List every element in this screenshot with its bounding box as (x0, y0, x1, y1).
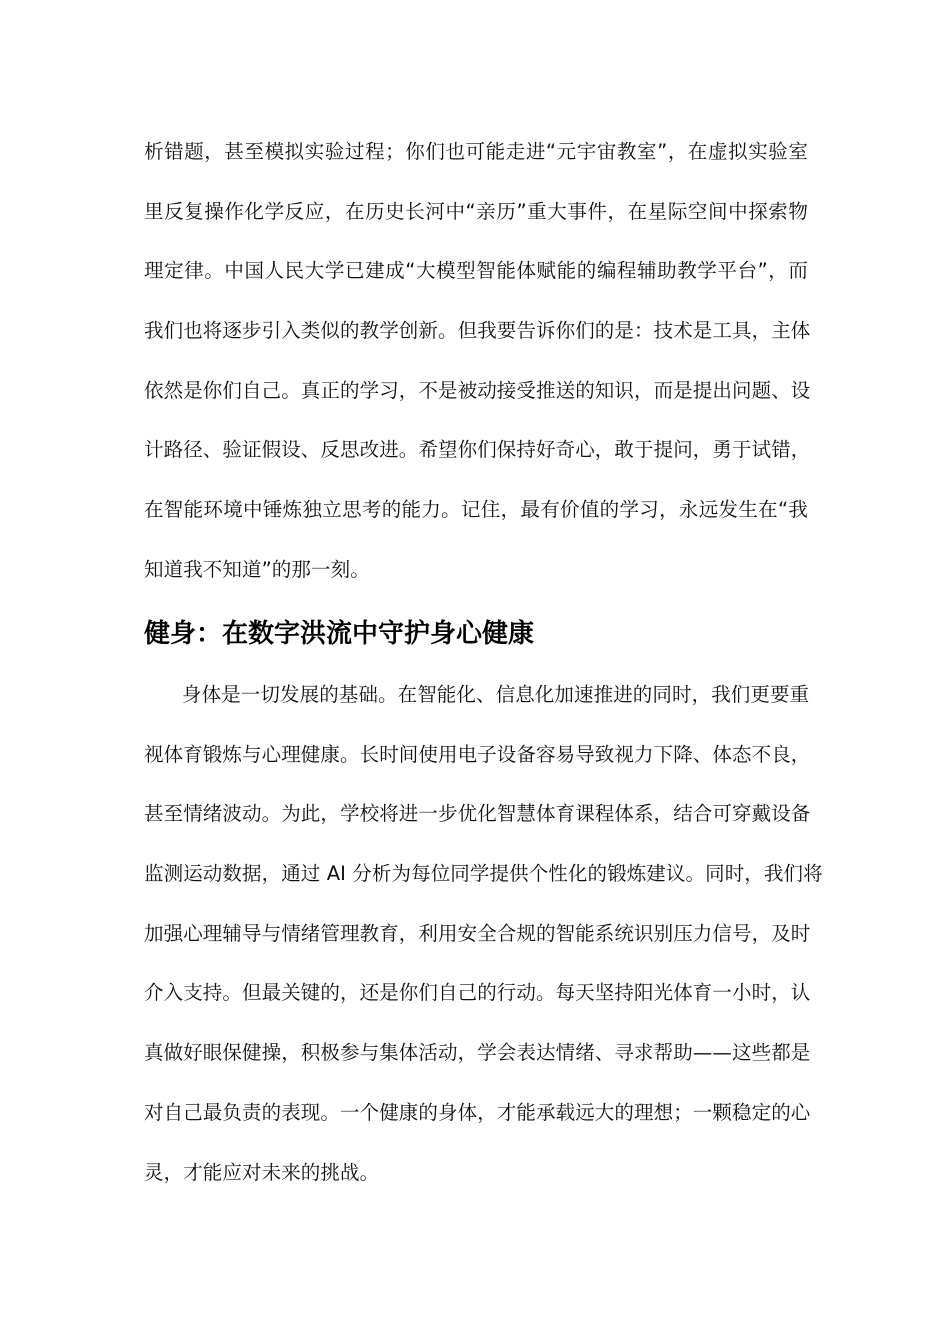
paragraph-line: 视体育锻炼与心理健康。长时间使用电子设备容易导致视力下降、体态不良， (144, 742, 811, 766)
paragraph-line: 在智能环境中锤炼独立思考的能力。记住，最有价值的学习，永远发生在“我 (144, 498, 808, 522)
paragraph-line: 依然是你们自己。真正的学习，不是被动接受推送的知识，而是提出问题、设 (144, 378, 811, 402)
paragraph-line: 身体是一切发展的基础。在智能化、信息化加速推进的同时，我们更要重 (182, 683, 810, 706)
body-paragraph-fitness (144, 665, 823, 1202)
paragraph-line: 介入支持。但最关键的，还是你们自己的行动。每天坚持阳光体育一小时，认 (144, 981, 811, 1005)
paragraph-line: 计路径、验证假设、反思改进。希望你们保持好奇心，敢于提问，勇于试错， (144, 438, 811, 462)
body-paragraph-learning (144, 122, 811, 600)
paragraph-line: 析错题，甚至模拟实验过程；你们也可能走进“元宇宙教室”，在虚拟实验室 (144, 140, 808, 163)
paragraph-line: 监测运动数据，通过 AI 分析为每位同学提供个性化的锻炼建议。同时，我们将 (144, 862, 823, 886)
paragraph-line: 对自己最负责的表现。一个健康的身体，才能承载远大的理想；一颗稳定的心 (144, 1100, 811, 1124)
paragraph-line: 加强心理辅导与情绪管理教育，利用安全合规的智能系统识别压力信号，及时 (144, 921, 811, 945)
paragraph-line: 理定律。中国人民大学已建成“大模型智能体赋能的编程辅助教学平台”，而 (144, 259, 808, 283)
paragraph-line: 真做好眼保健操，积极参与集体活动，学会表达情绪、寻求帮助——这些都是 (144, 1041, 811, 1065)
paragraph-line: 知道我不知道”的那一刻。 (144, 557, 370, 581)
paragraph-line: 里反复操作化学反应，在历史长河中“亲历”重大事件，在星际空间中探索物 (144, 199, 808, 223)
section-heading: 健身：在数字洪流中守护身心健康 (144, 619, 535, 649)
paragraph-line: 我们也将逐步引入类似的教学创新。但我要告诉你们的是：技术是工具，主体 (144, 319, 811, 343)
paragraph-line: 灵，才能应对未来的挑战。 (144, 1160, 380, 1184)
paragraph-line: 甚至情绪波动。为此，学校将进一步优化智慧体育课程体系，结合可穿戴设备 (144, 802, 811, 826)
